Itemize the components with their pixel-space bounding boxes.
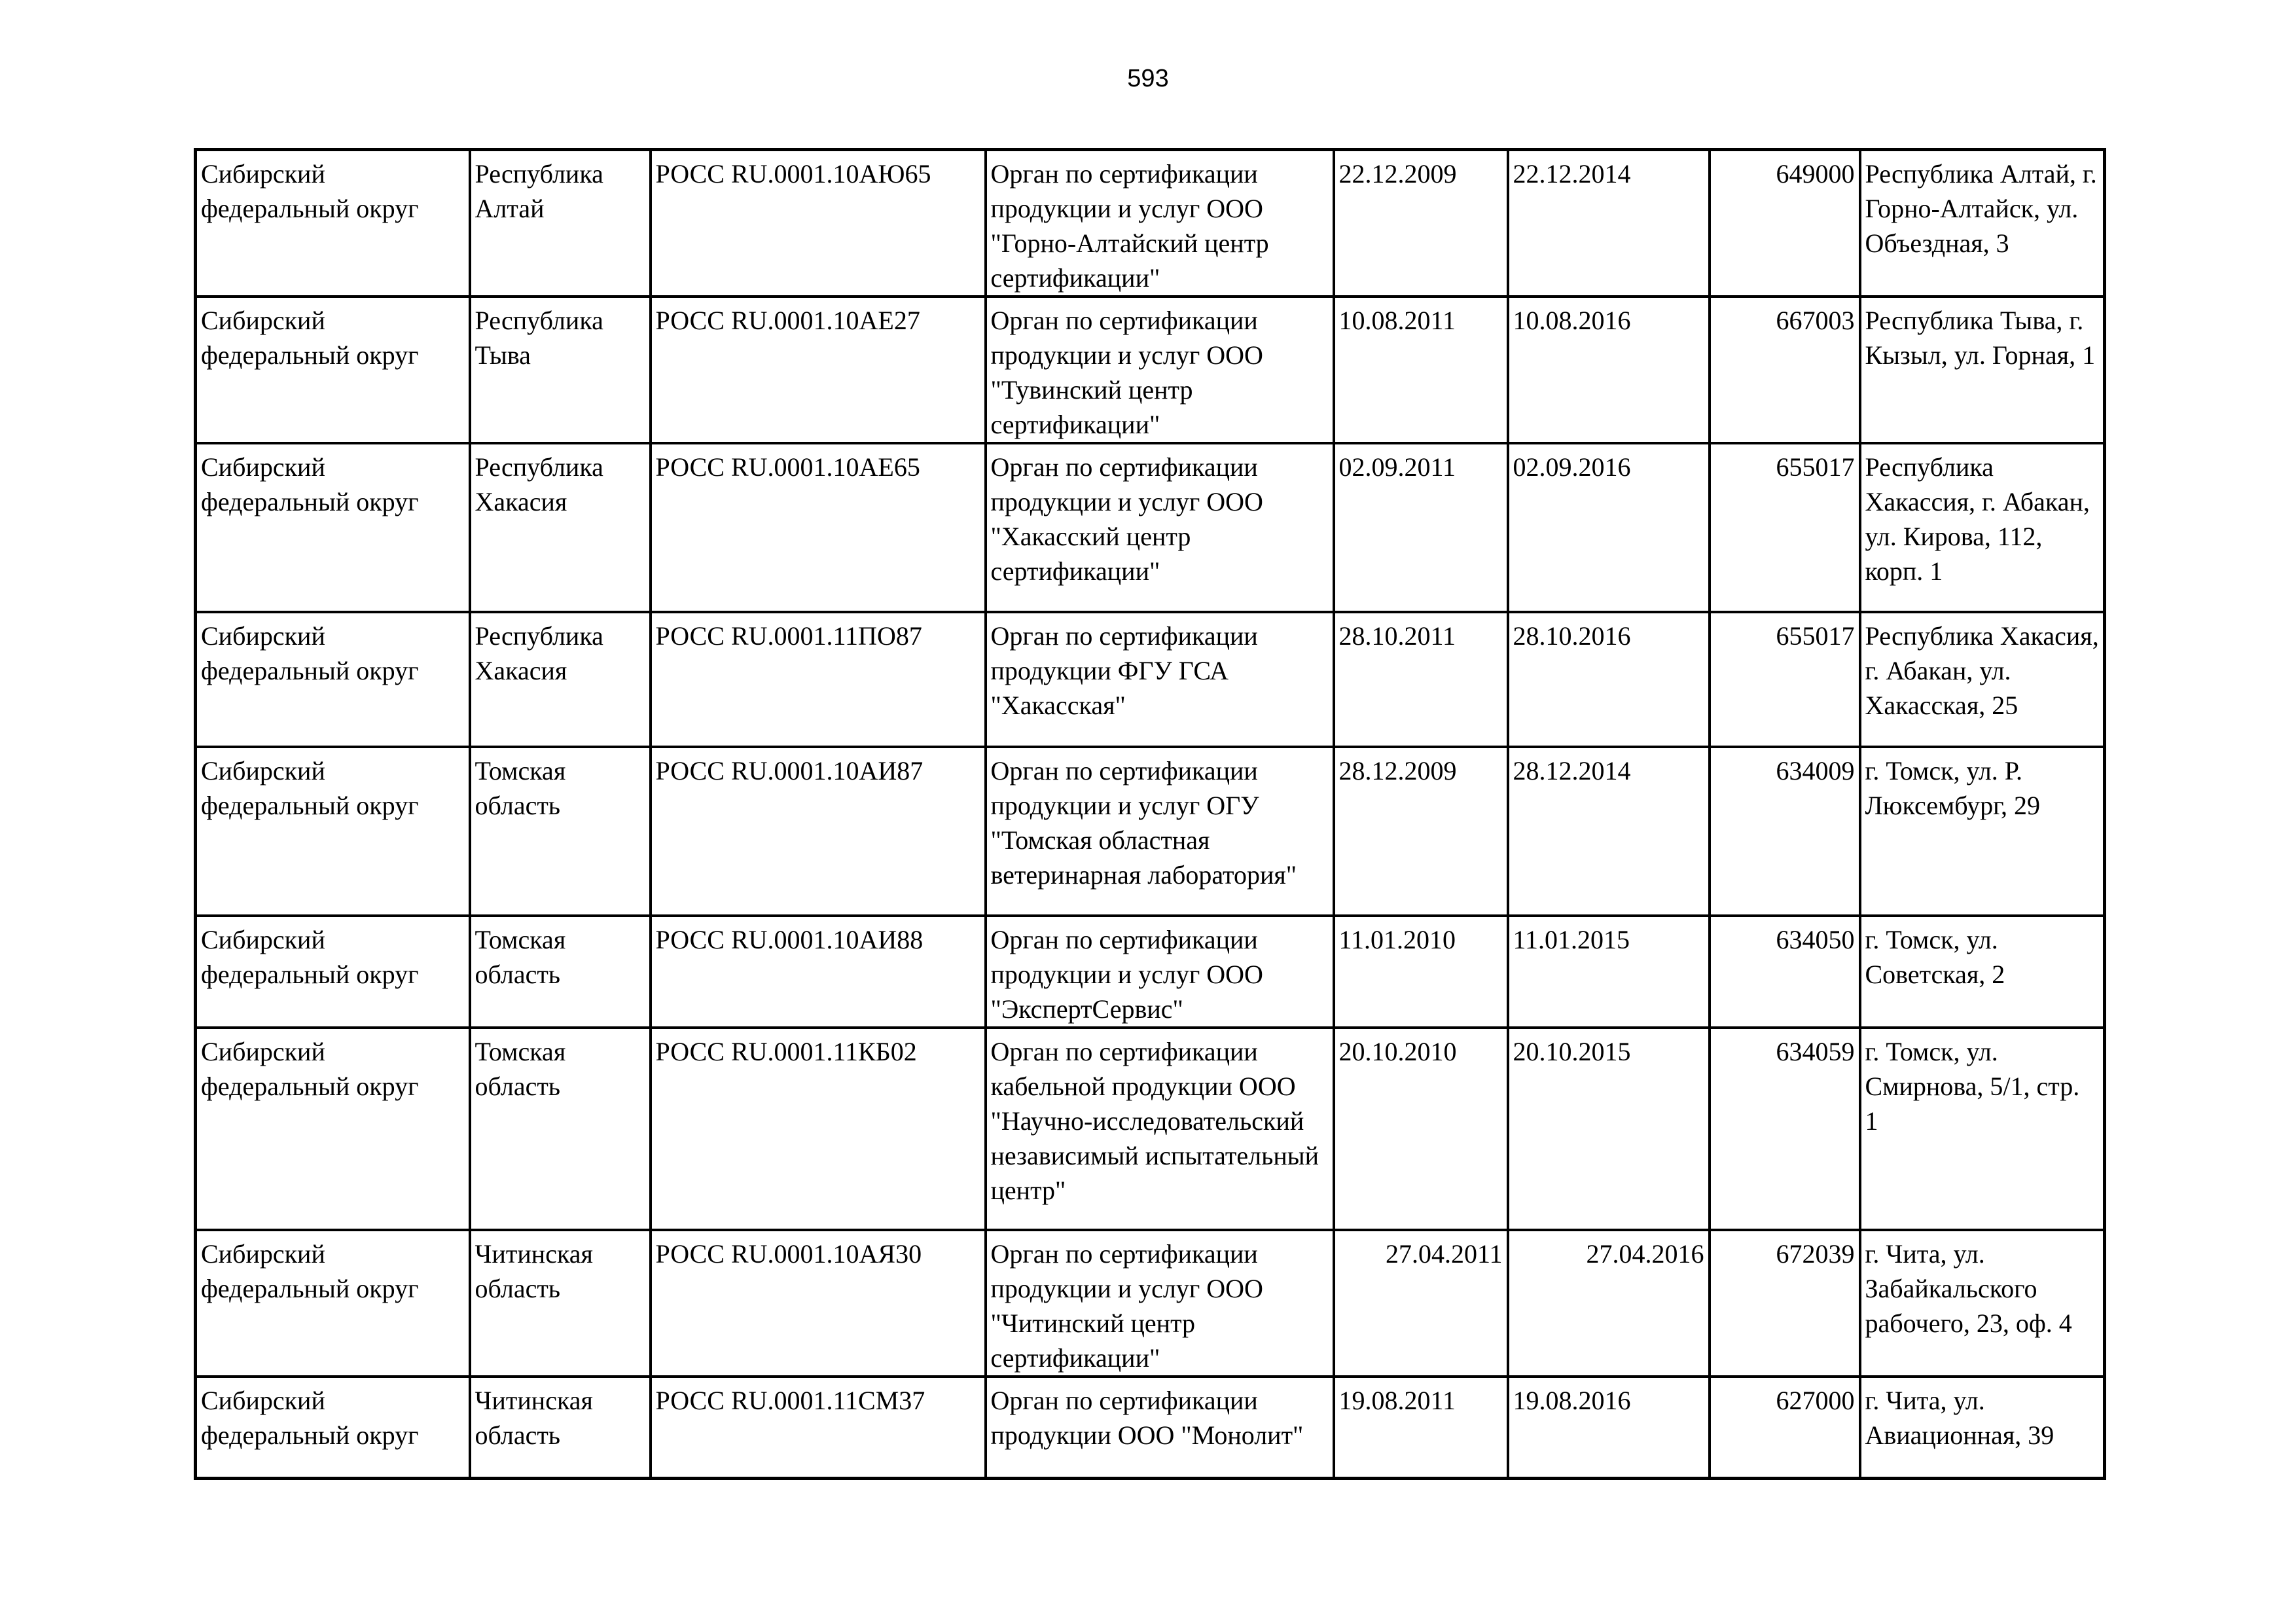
region-cell: Читинская область (470, 1377, 651, 1478)
organization-cell: Орган по сертификации продукции и услуг ООО "ЭкспертСервис" (986, 916, 1334, 1028)
cert-number-cell: РОСС RU.0001.10АИ88 (651, 916, 986, 1028)
page-number: 593 (1127, 65, 1169, 92)
cert-number-cell: РОСС RU.0001.11ПО87 (651, 612, 986, 747)
table-row (196, 916, 2105, 1028)
certification-bodies-table (194, 148, 2106, 1480)
address-cell: Республика Хакассия, г. Абакан, ул. Кирова, 112, корп. 1 (1860, 443, 2105, 612)
date-from-cell: 22.12.2009 (1334, 150, 1508, 297)
district-cell: Сибирский федеральный округ (196, 1377, 470, 1478)
organization-cell: Орган по сертификации кабельной продукции ООО "Научно-исследовательский независимый испытательный центр" (986, 1028, 1334, 1230)
cert-number-cell: РОСС RU.0001.10АЯ30 (651, 1230, 986, 1377)
address-cell: Республика Алтай, г. Горно-Алтайск, ул. Объездная, 3 (1860, 150, 2105, 297)
cert-number-cell: РОСС RU.0001.10АИ87 (651, 747, 986, 916)
region-cell: Томская область (470, 916, 651, 1028)
date-to-cell: 27.04.2016 (1508, 1230, 1710, 1377)
district-cell: Сибирский федеральный округ (196, 297, 470, 443)
organization-cell: Орган по сертификации продукции ФГУ ГСА "Хакасская" (986, 612, 1334, 747)
district-cell: Сибирский федеральный округ (196, 150, 470, 297)
postcode-cell: 634009 (1710, 747, 1860, 916)
table-row (196, 1377, 2105, 1478)
cert-number-cell: РОСС RU.0001.11СМ37 (651, 1377, 986, 1478)
region-cell: Читинская область (470, 1230, 651, 1377)
district-cell: Сибирский федеральный округ (196, 1230, 470, 1377)
address-cell: г. Чита, ул. Авиационная, 39 (1860, 1377, 2105, 1478)
date-from-cell: 20.10.2010 (1334, 1028, 1508, 1230)
table-row (196, 612, 2105, 747)
region-cell: Республика Тыва (470, 297, 651, 443)
organization-cell: Орган по сертификации продукции и услуг ООО "Горно-Алтайский центр сертификации" (986, 150, 1334, 297)
postcode-cell: 649000 (1710, 150, 1860, 297)
table-row (196, 150, 2105, 297)
date-to-cell: 28.12.2014 (1508, 747, 1710, 916)
cert-number-cell: РОСС RU.0001.11КБ02 (651, 1028, 986, 1230)
postcode-cell: 667003 (1710, 297, 1860, 443)
organization-cell: Орган по сертификации продукции ООО "Монолит" (986, 1377, 1334, 1478)
date-from-cell: 11.01.2010 (1334, 916, 1508, 1028)
table-row (196, 297, 2105, 443)
postcode-cell: 627000 (1710, 1377, 1860, 1478)
table-row (196, 1230, 2105, 1377)
district-cell: Сибирский федеральный округ (196, 443, 470, 612)
date-to-cell: 10.08.2016 (1508, 297, 1710, 443)
cert-number-cell: РОСС RU.0001.10АЕ65 (651, 443, 986, 612)
date-from-cell: 27.04.2011 (1334, 1230, 1508, 1377)
date-to-cell: 22.12.2014 (1508, 150, 1710, 297)
address-cell: г. Томск, ул. Смирнова, 5/1, стр. 1 (1860, 1028, 2105, 1230)
address-cell: г. Томск, ул. Р. Люксембург, 29 (1860, 747, 2105, 916)
table-row (196, 443, 2105, 612)
organization-cell: Орган по сертификации продукции и услуг ООО "Тувинский центр сертификации" (986, 297, 1334, 443)
region-cell: Республика Хакасия (470, 612, 651, 747)
organization-cell: Орган по сертификации продукции и услуг ОГУ "Томская областная ветеринарная лаборатория" (986, 747, 1334, 916)
address-cell: г. Чита, ул. Забайкальского рабочего, 23, оф. 4 (1860, 1230, 2105, 1377)
postcode-cell: 655017 (1710, 443, 1860, 612)
postcode-cell: 634059 (1710, 1028, 1860, 1230)
date-to-cell: 02.09.2016 (1508, 443, 1710, 612)
address-cell: Республика Тыва, г. Кызыл, ул. Горная, 1 (1860, 297, 2105, 443)
postcode-cell: 634050 (1710, 916, 1860, 1028)
date-from-cell: 02.09.2011 (1334, 443, 1508, 612)
cert-number-cell: РОСС RU.0001.10АЮ65 (651, 150, 986, 297)
region-cell: Томская область (470, 1028, 651, 1230)
region-cell: Республика Хакасия (470, 443, 651, 612)
district-cell: Сибирский федеральный округ (196, 612, 470, 747)
table-row (196, 747, 2105, 916)
organization-cell: Орган по сертификации продукции и услуг ООО "Хакасский центр сертификации" (986, 443, 1334, 612)
date-to-cell: 28.10.2016 (1508, 612, 1710, 747)
address-cell: г. Томск, ул. Советская, 2 (1860, 916, 2105, 1028)
postcode-cell: 672039 (1710, 1230, 1860, 1377)
address-cell: Республика Хакасия, г. Абакан, ул. Хакасская, 25 (1860, 612, 2105, 747)
cert-number-cell: РОСС RU.0001.10АЕ27 (651, 297, 986, 443)
date-to-cell: 20.10.2015 (1508, 1028, 1710, 1230)
district-cell: Сибирский федеральный округ (196, 916, 470, 1028)
region-cell: Республика Алтай (470, 150, 651, 297)
date-to-cell: 11.01.2015 (1508, 916, 1710, 1028)
date-from-cell: 19.08.2011 (1334, 1377, 1508, 1478)
region-cell: Томская область (470, 747, 651, 916)
table-row (196, 1028, 2105, 1230)
organization-cell: Орган по сертификации продукции и услуг ООО "Читинский центр сертификации" (986, 1230, 1334, 1377)
date-from-cell: 28.12.2009 (1334, 747, 1508, 916)
district-cell: Сибирский федеральный округ (196, 1028, 470, 1230)
postcode-cell: 655017 (1710, 612, 1860, 747)
date-from-cell: 28.10.2011 (1334, 612, 1508, 747)
date-to-cell: 19.08.2016 (1508, 1377, 1710, 1478)
district-cell: Сибирский федеральный округ (196, 747, 470, 916)
date-from-cell: 10.08.2011 (1334, 297, 1508, 443)
